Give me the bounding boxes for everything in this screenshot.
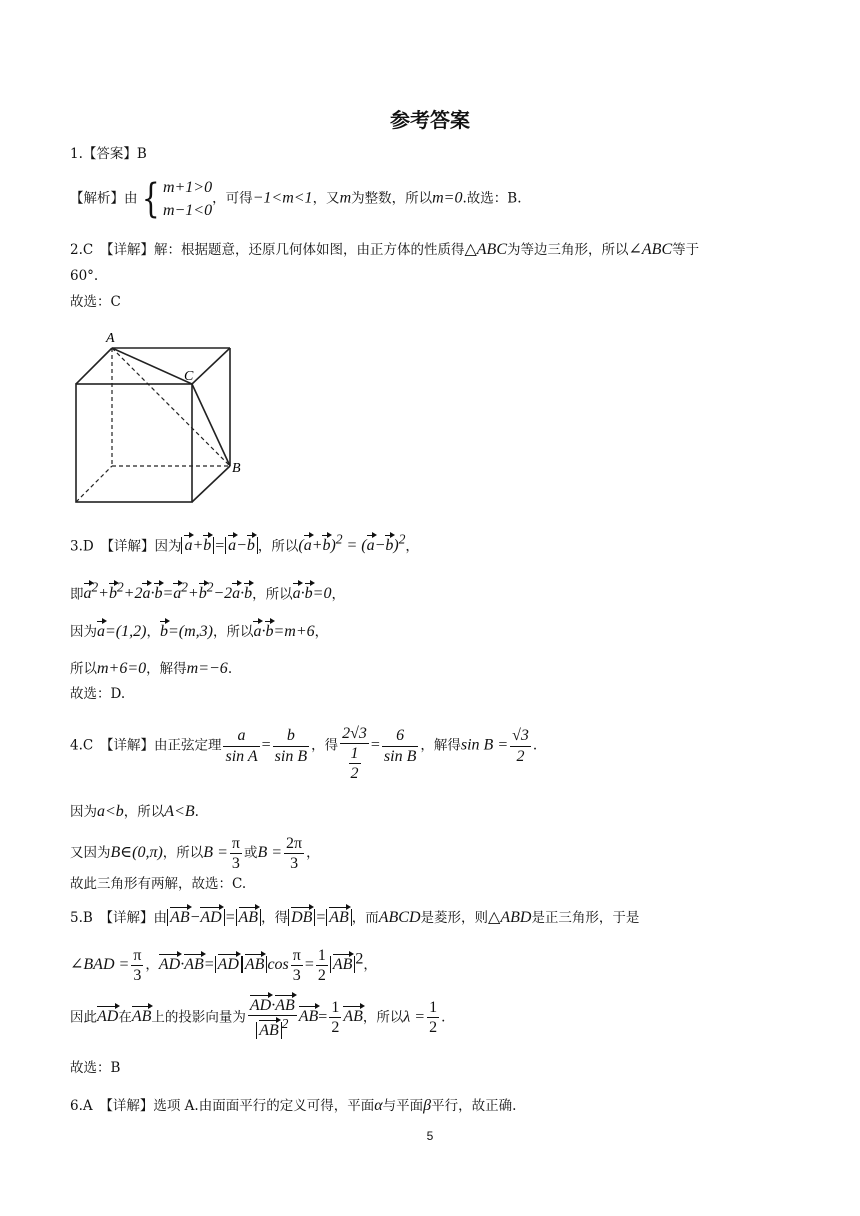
q2-line2: 60°. (70, 268, 99, 284)
fraction: $\frac{1}{2}$ (317, 947, 326, 985)
q5-dot-eq: AD·AB= AD AB cos (158, 956, 289, 974)
q5-math: λ = (403, 1008, 426, 1026)
q3-vec-b: b=(m,3) (159, 623, 213, 640)
q6-text: 与平面 (382, 1098, 424, 1114)
q5-text: 是正三角形，于是 (531, 910, 640, 926)
q5-vec: AB (131, 1008, 152, 1026)
q3-choice: 故选：D. (70, 686, 126, 702)
q1-label: 【解析】由 (70, 190, 138, 207)
q4-text: ，得 (311, 737, 339, 754)
q2-line1 (70, 240, 699, 259)
q3-dot: a·b=m+6 (253, 623, 315, 640)
q4-line3 (70, 834, 320, 873)
fraction: $\frac{\pi}{3}$ (292, 947, 301, 985)
q4-text: ，所以 (162, 845, 204, 862)
q4-line2 (70, 802, 199, 821)
q5-vec: AB (343, 1008, 363, 1026)
q5-line1 (70, 908, 639, 927)
q5-vec: AD (97, 1008, 119, 1026)
q4-math: A<B (164, 803, 195, 820)
fraction: $\frac{1}{2}$ (331, 999, 340, 1037)
q5-math: △ABD (488, 909, 532, 926)
q2-choice: 故选：C (70, 294, 121, 310)
fraction: $\frac{a}{\text{sin A}}$ (225, 727, 258, 765)
fraction: $\frac{AD\cdot AB}{AB ^2}$ (249, 997, 295, 1039)
q3-expand-eq: $a^2+b^2+2a\cdot b=a^2+b^2-2a\cdot b$ (83, 580, 253, 603)
q5-abs-ab: AB (330, 956, 356, 973)
q5-text: ， (145, 957, 159, 974)
q4-line4: 故此三角形有两解，故选：C. (70, 876, 247, 892)
q2-text: 等于 (672, 242, 700, 258)
q3-line3 (70, 622, 328, 641)
q3-text: 3.D 【详解】因为 (70, 538, 182, 555)
q1-analysis (70, 176, 522, 222)
q3-math: m+6=0 (97, 660, 147, 677)
q5-abs-eq: AB−AD = AB (167, 909, 261, 926)
q2-math: ∠ABC (628, 241, 673, 258)
q5-line3: 因此AD在AB上的投影向量为 $\frac{AD\cdot AB}{AB ^2}$ AB= $\frac{1}{2}$ AB，所以λ = $\frac{1}{2}$ . (70, 997, 446, 1039)
fraction: $\frac{\pi}{3}$ (231, 835, 240, 873)
q1-text: .故选：B. (462, 190, 522, 207)
q4-text: ，解得 (420, 737, 461, 754)
brace: { (141, 176, 160, 223)
q5-abs-eq2: DB = AB (288, 909, 352, 926)
q3-square-eq: $(a+b)^2 = (a-b)^2$ (298, 532, 406, 555)
q5-text: ，得 (261, 910, 289, 926)
q4-text: 又因为 (70, 845, 111, 862)
q3-text: ，所以 (252, 586, 293, 603)
q3-text: ，解得 (146, 661, 187, 677)
q3-abs-eq: a+b = a−b (181, 537, 257, 554)
q3-vec-a: a=(1,2) (97, 623, 147, 640)
q4-math: a<b (97, 803, 124, 820)
q5-math: ∠BAD = (70, 956, 130, 974)
fraction: $\frac{2√3}{\frac{1}{2}}$ (342, 725, 367, 783)
q5-text: 是菱形，则 (420, 910, 489, 926)
q5-choice: 故选：B (70, 1060, 121, 1076)
q5-text: . (441, 1009, 446, 1026)
q2-text: 2.C 【详解】解：根据题意，还原几何体如图，由正方体的性质得 (70, 242, 465, 258)
q1-math: m=0 (432, 189, 463, 207)
q4-text: 4.C 【详解】由正弦定理 (70, 737, 222, 754)
q3-text: . (227, 661, 233, 677)
q5-text: ，而 (351, 910, 379, 926)
q4-text: . (532, 737, 538, 754)
fraction: $\frac{b}{\text{sin B}}$ (274, 727, 308, 765)
q6-text: 平行，故正确. (431, 1098, 517, 1114)
q2-text: 为等边三角形，所以 (507, 242, 629, 258)
point-c-label: C (184, 369, 194, 384)
q1-text: ，可得 (212, 190, 253, 207)
q6-math: β (423, 1097, 432, 1114)
q5-text: ， (363, 957, 377, 974)
fraction: $\frac{√3}{2}$ (512, 727, 529, 765)
fraction: $\frac{\pi}{3}$ (133, 947, 142, 985)
q6-math: α (374, 1097, 383, 1114)
q5-vec: AB (298, 1008, 319, 1026)
q3-dot-zero: a·b=0 (292, 585, 332, 603)
q3-text: ， (405, 538, 419, 555)
q3-text: ， (146, 624, 160, 640)
q5-text: 在 (118, 1009, 132, 1026)
q4-text: 因为 (70, 804, 97, 820)
q4-text: ，所以 (123, 804, 165, 820)
q1-answer-line: 1.【答案】B (70, 146, 147, 162)
q5-line2: ∠BAD = $\frac{\pi}{3}$ ，AD·AB= AD AB cos $\frac{\pi}{3}$ = $\frac{1}{2}$ AB $^2$， (70, 947, 377, 985)
fraction: $\frac{2\pi}{3}$ (286, 835, 303, 873)
q4-math: B = (203, 844, 228, 862)
q3-text: ，所以 (212, 624, 254, 640)
q3-line2 (70, 580, 345, 604)
q3-text: 因为 (70, 624, 97, 640)
q1-system: m+1>0 m−1<0 (162, 179, 213, 220)
q3-text: 所以 (70, 661, 97, 677)
cube-diagram (70, 326, 260, 511)
q1-text: ，又 (312, 190, 340, 207)
q5-text: 5.B 【详解】由 (70, 910, 168, 926)
q3-math: m=−6 (186, 660, 228, 677)
q5-text: ，所以 (362, 1009, 404, 1026)
point-b-label: B (232, 461, 241, 476)
q4-text: ， (306, 845, 320, 862)
q4-math: sin B = (460, 736, 509, 754)
page-title: 参考答案 (390, 108, 470, 132)
q6-line1 (70, 1096, 516, 1115)
q1-math: m (339, 189, 352, 207)
q3-text: ，所以 (257, 538, 299, 555)
q3-line4 (70, 659, 232, 678)
q4-text: 或 (243, 845, 258, 862)
q1-math: −1<m<1 (252, 189, 313, 207)
q3-text: ， (314, 624, 329, 640)
q4-line1: 4.C 【详解】由正弦定理 $\frac{a}{\text{sin A}}$ = $\frac{b}{\text{sin B}}$ ，得 $\frac{2√3}{\frac{1}{2}}$ = $\frac{6}{\text{sin B}}$ ，解得sin B = $\frac{√3}{2}$ . (70, 725, 538, 783)
q5-math: ABCD (378, 909, 421, 926)
q5-text: 因此 (70, 1009, 97, 1026)
fraction: $\frac{1}{2}$ (429, 999, 438, 1037)
q5-text: 上的投影向量为 (151, 1009, 246, 1026)
q1-text: 为整数，所以 (351, 190, 433, 207)
fraction: $\frac{6}{\text{sin B}}$ (383, 727, 417, 765)
q3-line1 (70, 532, 419, 556)
q3-text: ， (331, 586, 345, 603)
point-a-label: A (106, 331, 115, 346)
q2-math: △ABC (464, 241, 507, 258)
q6-text: 6.A 【详解】选项 A.由面面平行的定义可得，平面 (70, 1098, 375, 1114)
q3-text: 即 (70, 586, 84, 603)
page-number: 5 (426, 1129, 434, 1143)
q4-math: B = (257, 844, 283, 862)
q4-math: B∈(0,π) (110, 844, 163, 862)
q4-text: . (194, 804, 199, 820)
